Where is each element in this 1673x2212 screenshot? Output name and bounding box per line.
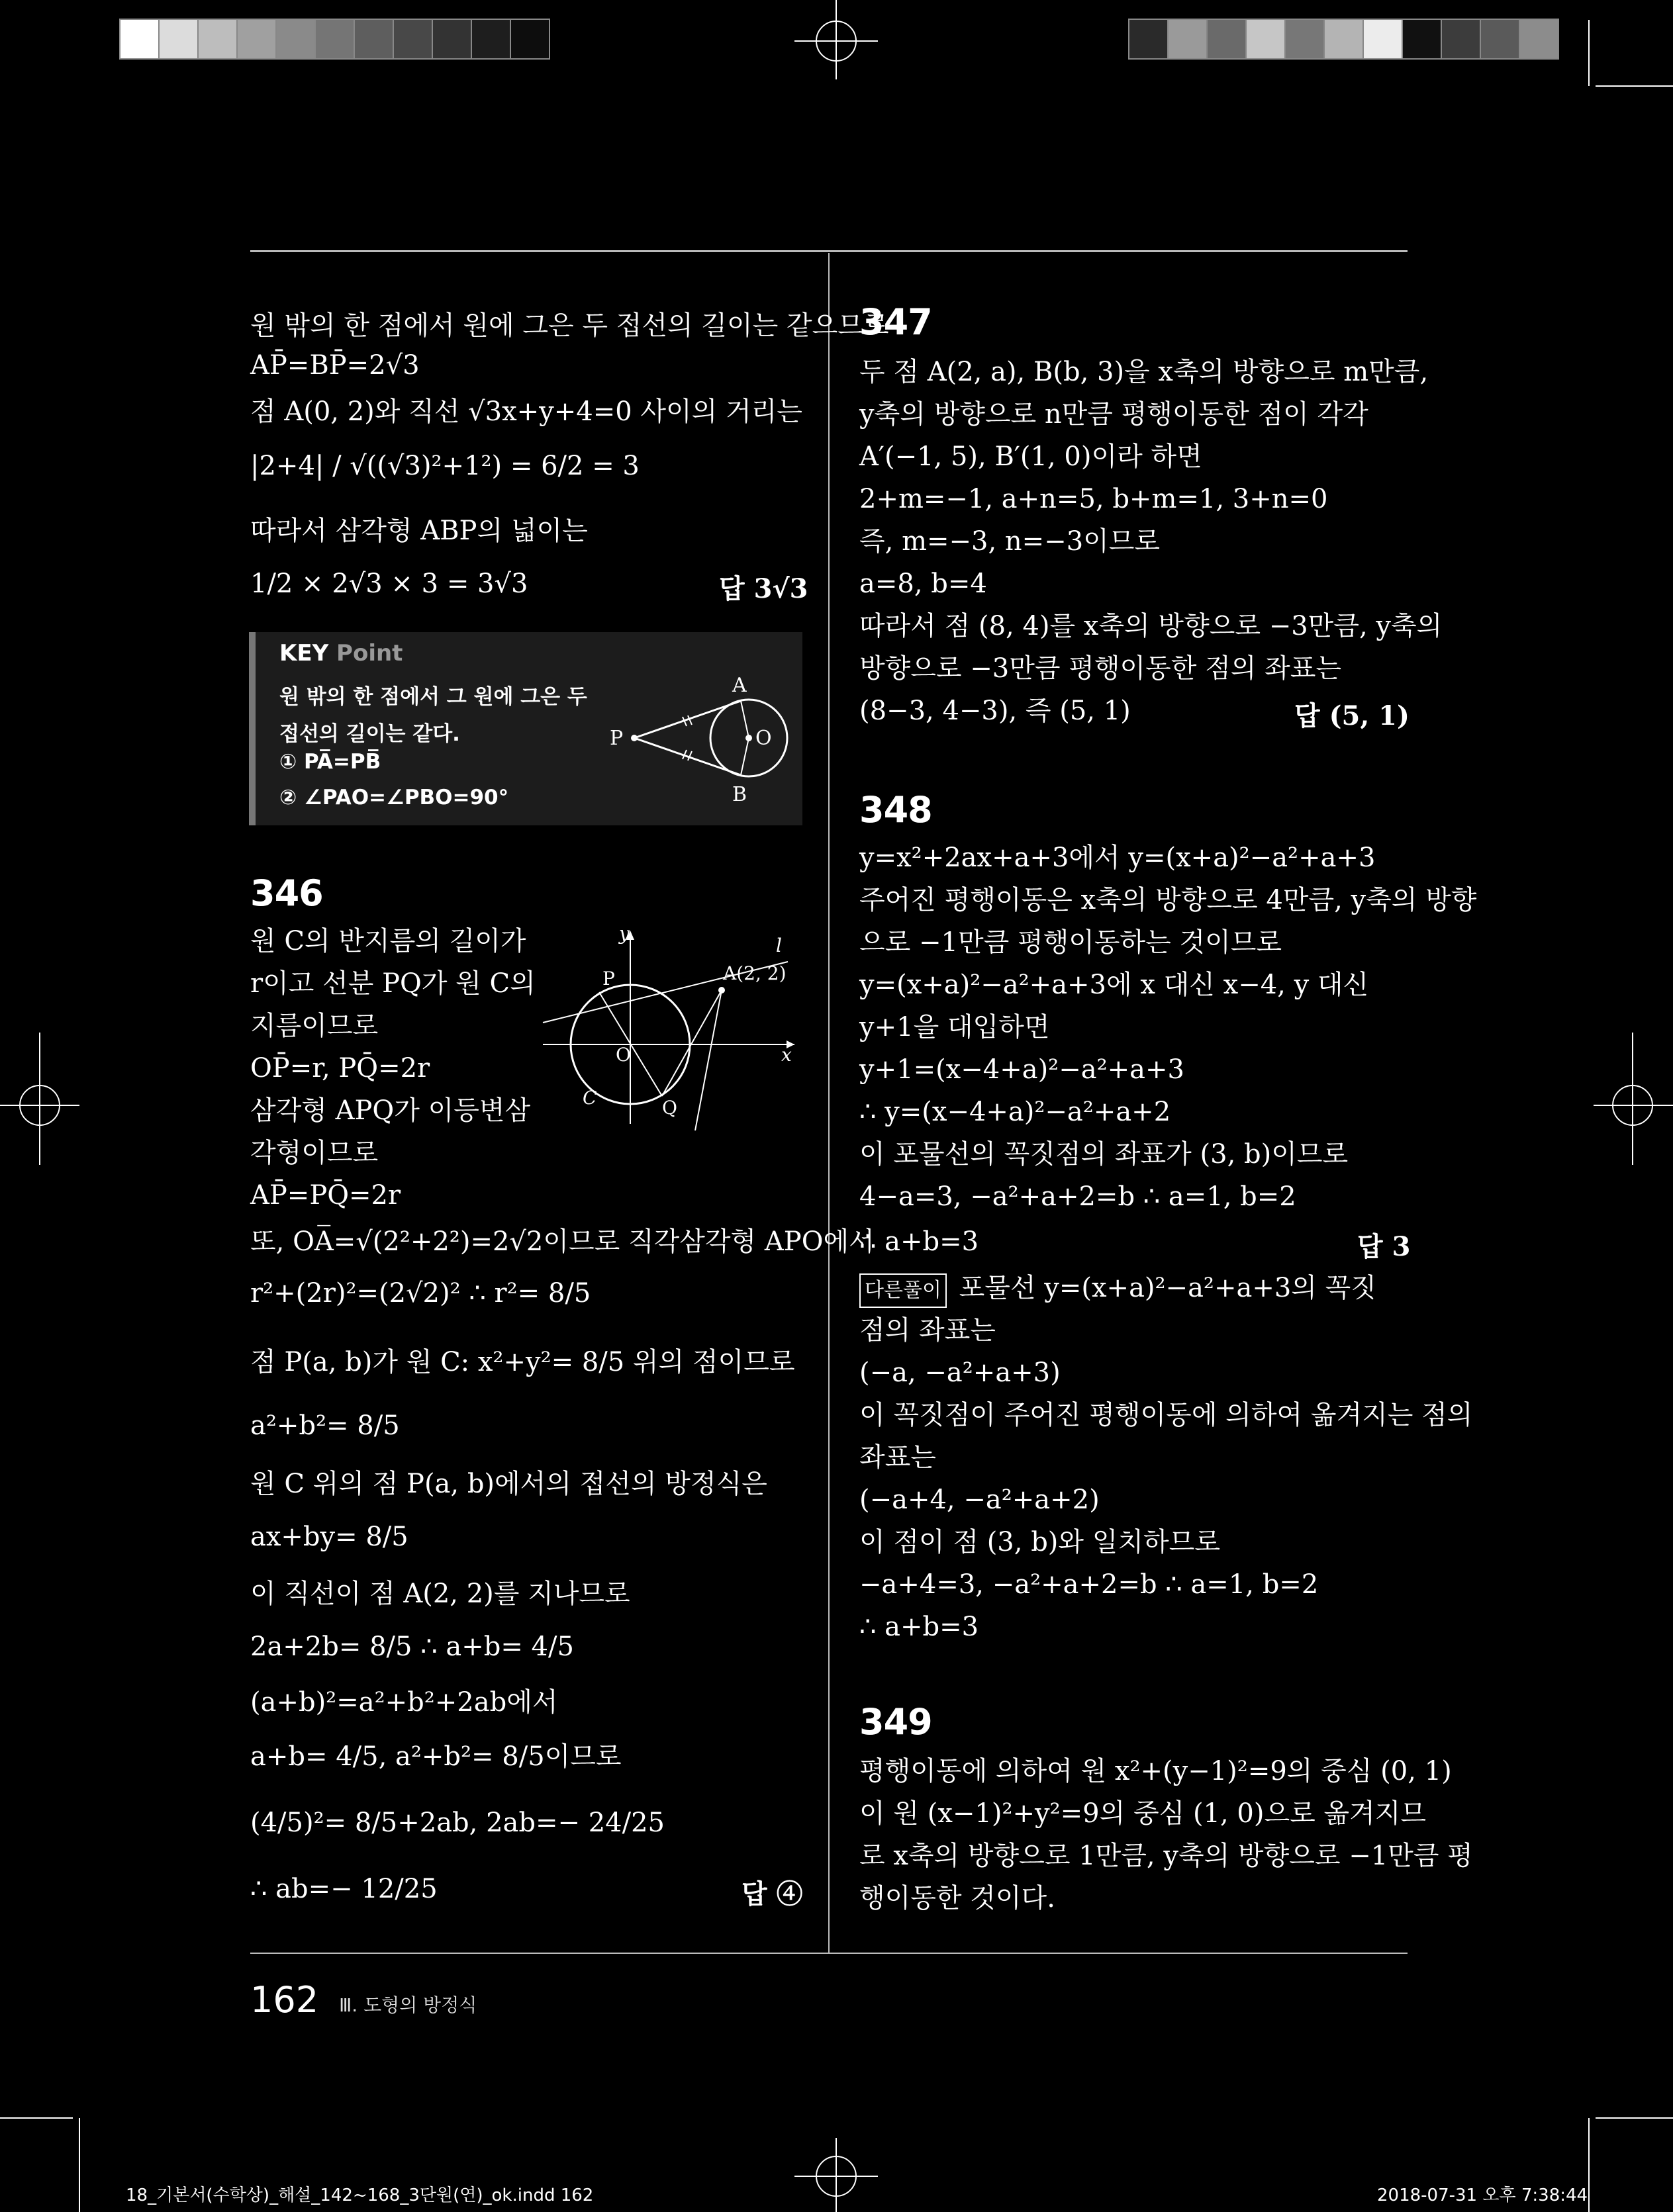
key-point-title <box>279 640 403 667</box>
key-point-box <box>249 632 802 825</box>
text-line: 방향으로 −3만큼 평행이동한 점의 좌표는 <box>859 653 1342 684</box>
text-line: 두 점 A(2, a), B(b, 3)을 x축의 방향으로 m만큼, <box>859 357 1429 387</box>
text-line: y+1을 대입하면 <box>859 1012 1050 1042</box>
problem-number: 349 <box>859 1701 932 1743</box>
answer-label: 답 3 <box>1357 1231 1411 1262</box>
answer-label: 답 3√3 <box>719 573 808 604</box>
text-line: 4−a=3, −a²+a+2=b ∴ a=1, b=2 <box>859 1181 1296 1212</box>
text-line: 원 밖의 한 점에서 원에 그은 두 접선의 길이는 같으므로 <box>250 310 889 341</box>
text-line: ax+by= 8/5 <box>250 1522 408 1552</box>
text-line: (−a+4, −a²+a+2) <box>859 1485 1100 1515</box>
text-line: r이고 선분 PQ가 원 C의 <box>250 968 536 999</box>
figure-label: O <box>755 727 772 750</box>
text-line: 행이동한 것이다. <box>859 1883 1055 1913</box>
file-info: 18_기본서(수학상)_해설_142~168_3단원(연)_ok.indd 162 <box>126 2186 594 2205</box>
figure-label: B <box>732 783 747 804</box>
text-line: 이 점이 점 (3, b)와 일치하므로 <box>859 1527 1220 1557</box>
column-divider <box>828 253 830 1954</box>
text-line: y=x²+2ax+a+3에서 y=(x+a)²−a²+a+3 <box>859 843 1376 873</box>
tangent-figure <box>600 672 792 804</box>
figure-label: C <box>583 1087 597 1109</box>
text-line: a+b= 4/5, a²+b²= 8/5이므로 <box>250 1741 622 1772</box>
key-line: ② ∠PAO=∠PBO=90° <box>279 786 509 809</box>
text-line: A′(−1, 5), B′(1, 0)이라 하면 <box>859 441 1202 472</box>
page-number: 162 <box>250 1979 319 2021</box>
text-line: 지름이므로 <box>250 1011 379 1041</box>
answer-label: 답 (5, 1) <box>1294 700 1410 731</box>
text-line: r²+(2r)²=(2√2)² ∴ r²= 8/5 <box>250 1278 591 1309</box>
problem-number: 348 <box>859 789 932 831</box>
figure-label: x <box>781 1044 792 1066</box>
bottom-rule <box>250 1953 1408 1954</box>
text-line: 따라서 삼각형 ABP의 넓이는 <box>250 516 588 546</box>
key-line: 원 밖의 한 점에서 그 원에 그은 두 <box>279 685 587 709</box>
text-line: −a+4=3, −a²+a+2=b ∴ a=1, b=2 <box>859 1569 1319 1600</box>
point-label: Point <box>336 640 403 667</box>
text-line: ∴ a+b=3 <box>859 1226 979 1257</box>
text-line: 점 A(0, 2)와 직선 √3x+y+4=0 사이의 거리는 <box>250 396 802 427</box>
text-line: AP̄=BP̄=2√3 <box>250 350 420 381</box>
text-line: 삼각형 APQ가 이등변삼 <box>250 1095 531 1126</box>
text-line: a²+b²= 8/5 <box>250 1410 400 1441</box>
text-line: 즉, m=−3, n=−3이므로 <box>859 526 1161 557</box>
text-line: OP̄=r, PQ̄=2r <box>250 1053 430 1083</box>
text-line: 으로 −1만큼 평행이동하는 것이므로 <box>859 927 1282 958</box>
text-line: (8−3, 4−3), 즉 (5, 1) <box>859 696 1131 726</box>
figure-label: A <box>732 674 747 697</box>
text-line: 각형이므로 <box>250 1138 379 1168</box>
text-line: 주어진 평행이동은 x축의 방향으로 4만큼, y축의 방향 <box>859 885 1477 915</box>
text-line: (−a, −a²+a+3) <box>859 1358 1061 1388</box>
top-rule <box>250 250 1408 252</box>
chapter-title: Ⅲ. 도형의 방정식 <box>339 1994 477 2016</box>
figure-label: y <box>619 925 630 945</box>
text-line: (4/5)²= 8/5+2ab, 2ab=− 24/25 <box>250 1808 665 1838</box>
text-line: ∴ a+b=3 <box>859 1612 979 1642</box>
text-line: 또, OA̅=√(2²+2²)=2√2이므로 직각삼각형 APO에서 <box>250 1226 875 1257</box>
text-line: 원 C의 반지름의 길이가 <box>250 926 526 956</box>
text-line: 좌표는 <box>859 1442 936 1473</box>
text-line: ∴ ab=− 12/25 <box>250 1874 438 1904</box>
text-line: 이 포물선의 꼭짓점의 좌표가 (3, b)이므로 <box>859 1139 1349 1170</box>
figure-label: P <box>610 727 624 750</box>
text-line: 점의 좌표는 <box>859 1315 996 1346</box>
text-line: 이 원 (x−1)²+y²=9의 중심 (1, 0)으로 옮겨지므 <box>859 1798 1427 1829</box>
answer-label: 답 ④ <box>741 1878 803 1910</box>
text-line: AP̄=PQ̄=2r <box>250 1180 401 1211</box>
text-line: 로 x축의 방향으로 1만큼, y축의 방향으로 −1만큼 평 <box>859 1841 1473 1871</box>
print-timestamp: 2018-07-31 오후 7:38:44 <box>1377 2186 1588 2205</box>
text-line: (a+b)²=a²+b²+2ab에서 <box>250 1687 558 1718</box>
text-line: ∴ y=(x−4+a)²−a²+a+2 <box>859 1097 1171 1127</box>
figure-label: l <box>776 935 782 956</box>
text-line: y=(x+a)²−a²+a+3에 x 대신 x−4, y 대신 <box>859 970 1369 1000</box>
circle-tangent-figure <box>530 925 808 1130</box>
text-line: y+1=(x−4+a)²−a²+a+3 <box>859 1054 1184 1085</box>
figure-label: Q <box>662 1097 677 1119</box>
key-line: 접선의 길이는 같다. <box>279 722 460 746</box>
text-line: 이 꼭짓점이 주어진 평행이동에 의하여 옮겨지는 점의 <box>859 1400 1473 1430</box>
text-line: 평행이동에 의하여 원 x²+(y−1)²=9의 중심 (0, 1) <box>859 1756 1452 1786</box>
text-line: 2+m=−1, a+n=5, b+m=1, 3+n=0 <box>859 484 1328 514</box>
text-line: 이 직선이 점 A(2, 2)를 지나므로 <box>250 1579 630 1609</box>
text-line: |2+4| / √((√3)²+1²) = 6/2 = 3 <box>250 451 640 481</box>
figure-label: P <box>602 968 615 990</box>
problem-number: 347 <box>859 301 932 343</box>
text-line: a=8, b=4 <box>859 569 987 599</box>
text-line: y축의 방향으로 n만큼 평행이동한 점이 각각 <box>859 399 1368 430</box>
figure-label: O <box>616 1044 631 1066</box>
key-label: KEY <box>279 640 329 667</box>
figure-label: A(2, 2) <box>723 962 787 984</box>
text-line: 2a+2b= 8/5 ∴ a+b= 4/5 <box>250 1632 574 1662</box>
text-line: 1/2 × 2√3 × 3 = 3√3 <box>250 569 528 599</box>
text-line: 점 P(a, b)가 원 C: x²+y²= 8/5 위의 점이므로 <box>250 1347 795 1377</box>
alternative-solution-line <box>859 1272 1376 1308</box>
text-line: 따라서 점 (8, 4)를 x축의 방향으로 −3만큼, y축의 <box>859 611 1443 641</box>
alternative-solution-badge: 다른풀이 <box>859 1273 947 1308</box>
key-line: ① PA̅=PB̅ <box>279 750 381 774</box>
text-segment: 포물선 y=(x+a)²−a²+a+3의 꼭짓 <box>959 1273 1376 1303</box>
problem-number: 346 <box>250 872 323 914</box>
text-line: 원 C 위의 점 P(a, b)에서의 접선의 방정식은 <box>250 1469 767 1499</box>
